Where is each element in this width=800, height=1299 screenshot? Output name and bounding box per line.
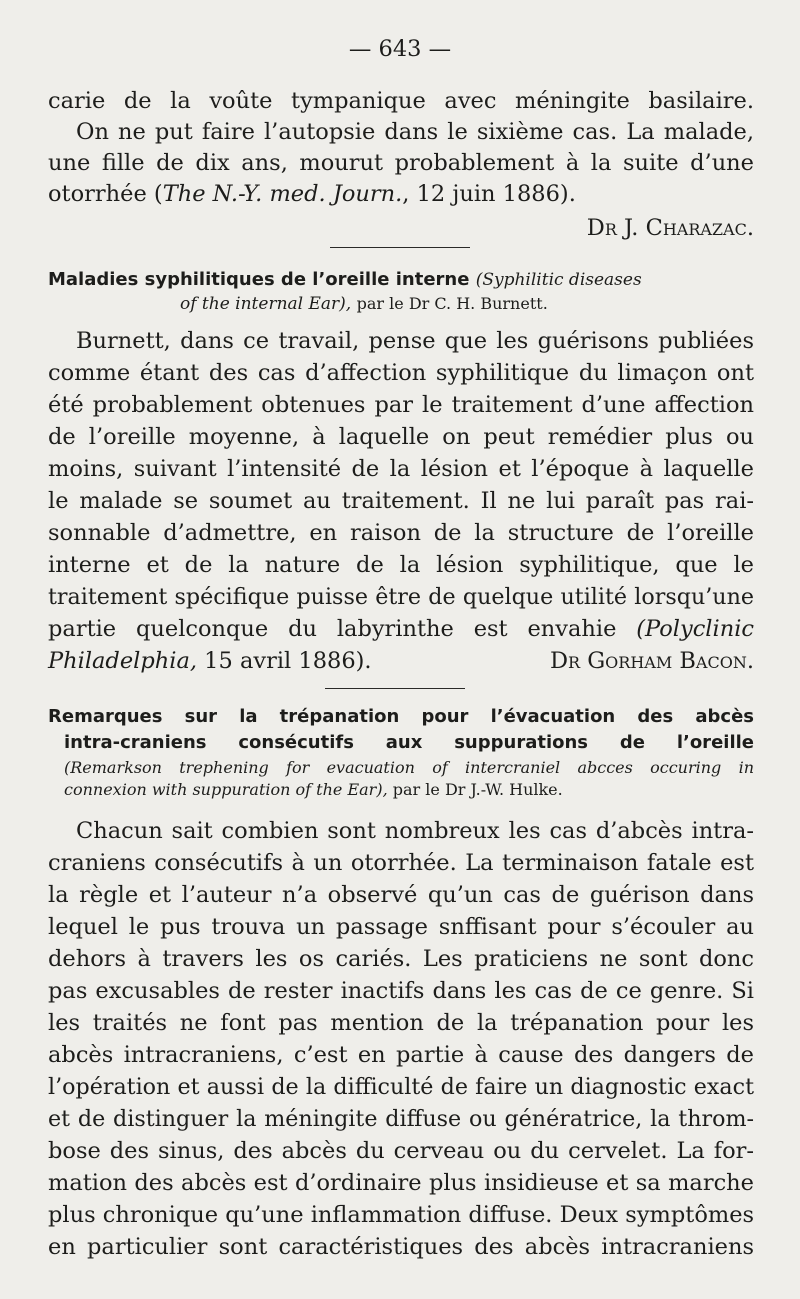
paragraph-line: bose des sinus, des abcès du cerveau ou du cervelet. La for- — [48, 1138, 754, 1164]
section-subtitle: (Remarkson trephening for evacuation of intercraniel abcces occuring in — [64, 758, 754, 777]
paragraph-line: lequel le pus trouva un passage snffisant pour s’écouler au — [48, 914, 754, 940]
paragraph-line: partie quelconque du labyrinthe est envahie (Polyclinic — [48, 616, 754, 642]
paragraph-line: Chacun sait combien sont nombreux les cas d’abcès intra- — [76, 818, 754, 844]
signature: Dr J. Charazac. — [586, 215, 754, 241]
paragraph-line: comme étant des cas d’affection syphilitique du limaçon ont — [48, 360, 754, 386]
paragraph-line: l’opération et aussi de la difficulté de faire un diagnostic exact — [48, 1074, 754, 1100]
paragraph-line: et de distinguer la méningite diffuse ou génératrice, la throm- — [48, 1106, 754, 1132]
paragraph-line: mation des abcès est d’ordinaire plus insidieuse et sa marche — [48, 1170, 754, 1196]
section-title: Maladies syphilitiques de l’oreille interne (Syphilitic diseases — [48, 269, 642, 290]
paragraph-line: de l’oreille moyenne, à laquelle on peut remédier plus ou — [48, 424, 754, 450]
section-title: Remarques sur la trépanation pour l’évacuation des abcès — [48, 706, 754, 727]
paragraph-line: moins, suivant l’intensité de la lésion et l’époque à laquelle — [48, 456, 754, 482]
paragraph-line: Burnett, dans ce travail, pense que les guérisons publiées — [76, 328, 754, 354]
paragraph-line: abcès intracraniens, c’est en partie à cause des dangers de — [48, 1042, 754, 1068]
section-subtitle: of the internal Ear), par le Dr C. H. Burnett. — [180, 294, 548, 314]
paragraph-line: plus chronique qu’une inflammation diffuse. Deux symptômes — [48, 1202, 755, 1228]
paragraph-line: carie de la voûte tympanique avec méningite basilaire. — [48, 88, 754, 114]
paragraph-line: otorrhée (The N.-Y. med. Journ., 12 juin 1886). — [48, 181, 576, 207]
section-title: intra-craniens consécutifs aux suppurations de l’oreille — [64, 732, 754, 753]
paragraph-line: sonnable d’admettre, en raison de la structure de l’oreille — [48, 520, 754, 546]
page-number: — 643 — — [348, 36, 452, 62]
paragraph-line: le malade se soumet au traitement. Il ne lui paraît pas rai- — [48, 488, 754, 514]
paragraph-line: On ne put faire l’autopsie dans le sixième cas. La malade, — [76, 119, 754, 145]
paragraph-line: traitement spécifique puisse être de quelque utilité lorsqu’une — [48, 584, 754, 610]
paragraph-line: été probablement obtenues par le traitement d’une affection — [48, 392, 754, 418]
paragraph-line: Philadelphia, 15 avril 1886). — [48, 648, 372, 674]
paragraph-line: craniens consécutifs à un otorrhée. La terminaison fatale est — [48, 850, 754, 876]
signature: Dr Gorham Bacon. — [549, 648, 754, 674]
paragraph-line: une fille de dix ans, mourut probablement à la suite d’une — [48, 150, 754, 176]
section-subtitle: connexion with suppuration of the Ear), par le Dr J.-W. Hulke. — [64, 780, 563, 799]
paragraph-line: en particulier sont caractéristiques des abcès intracraniens — [48, 1234, 754, 1260]
paragraph-line: pas excusables de rester inactifs dans les cas de ce genre. Si — [48, 978, 754, 1004]
paragraph-line: interne et de la nature de la lésion syphilitique, que le — [48, 552, 754, 578]
section-divider — [325, 688, 465, 689]
paragraph-line: les traités ne font pas mention de la trépanation pour les — [48, 1010, 754, 1036]
paragraph-line: la règle et l’auteur n’a observé qu’un cas de guérison dans — [48, 882, 754, 908]
paragraph-line: dehors à travers les os cariés. Les praticiens ne sont donc — [48, 946, 754, 972]
section-divider — [330, 247, 470, 248]
